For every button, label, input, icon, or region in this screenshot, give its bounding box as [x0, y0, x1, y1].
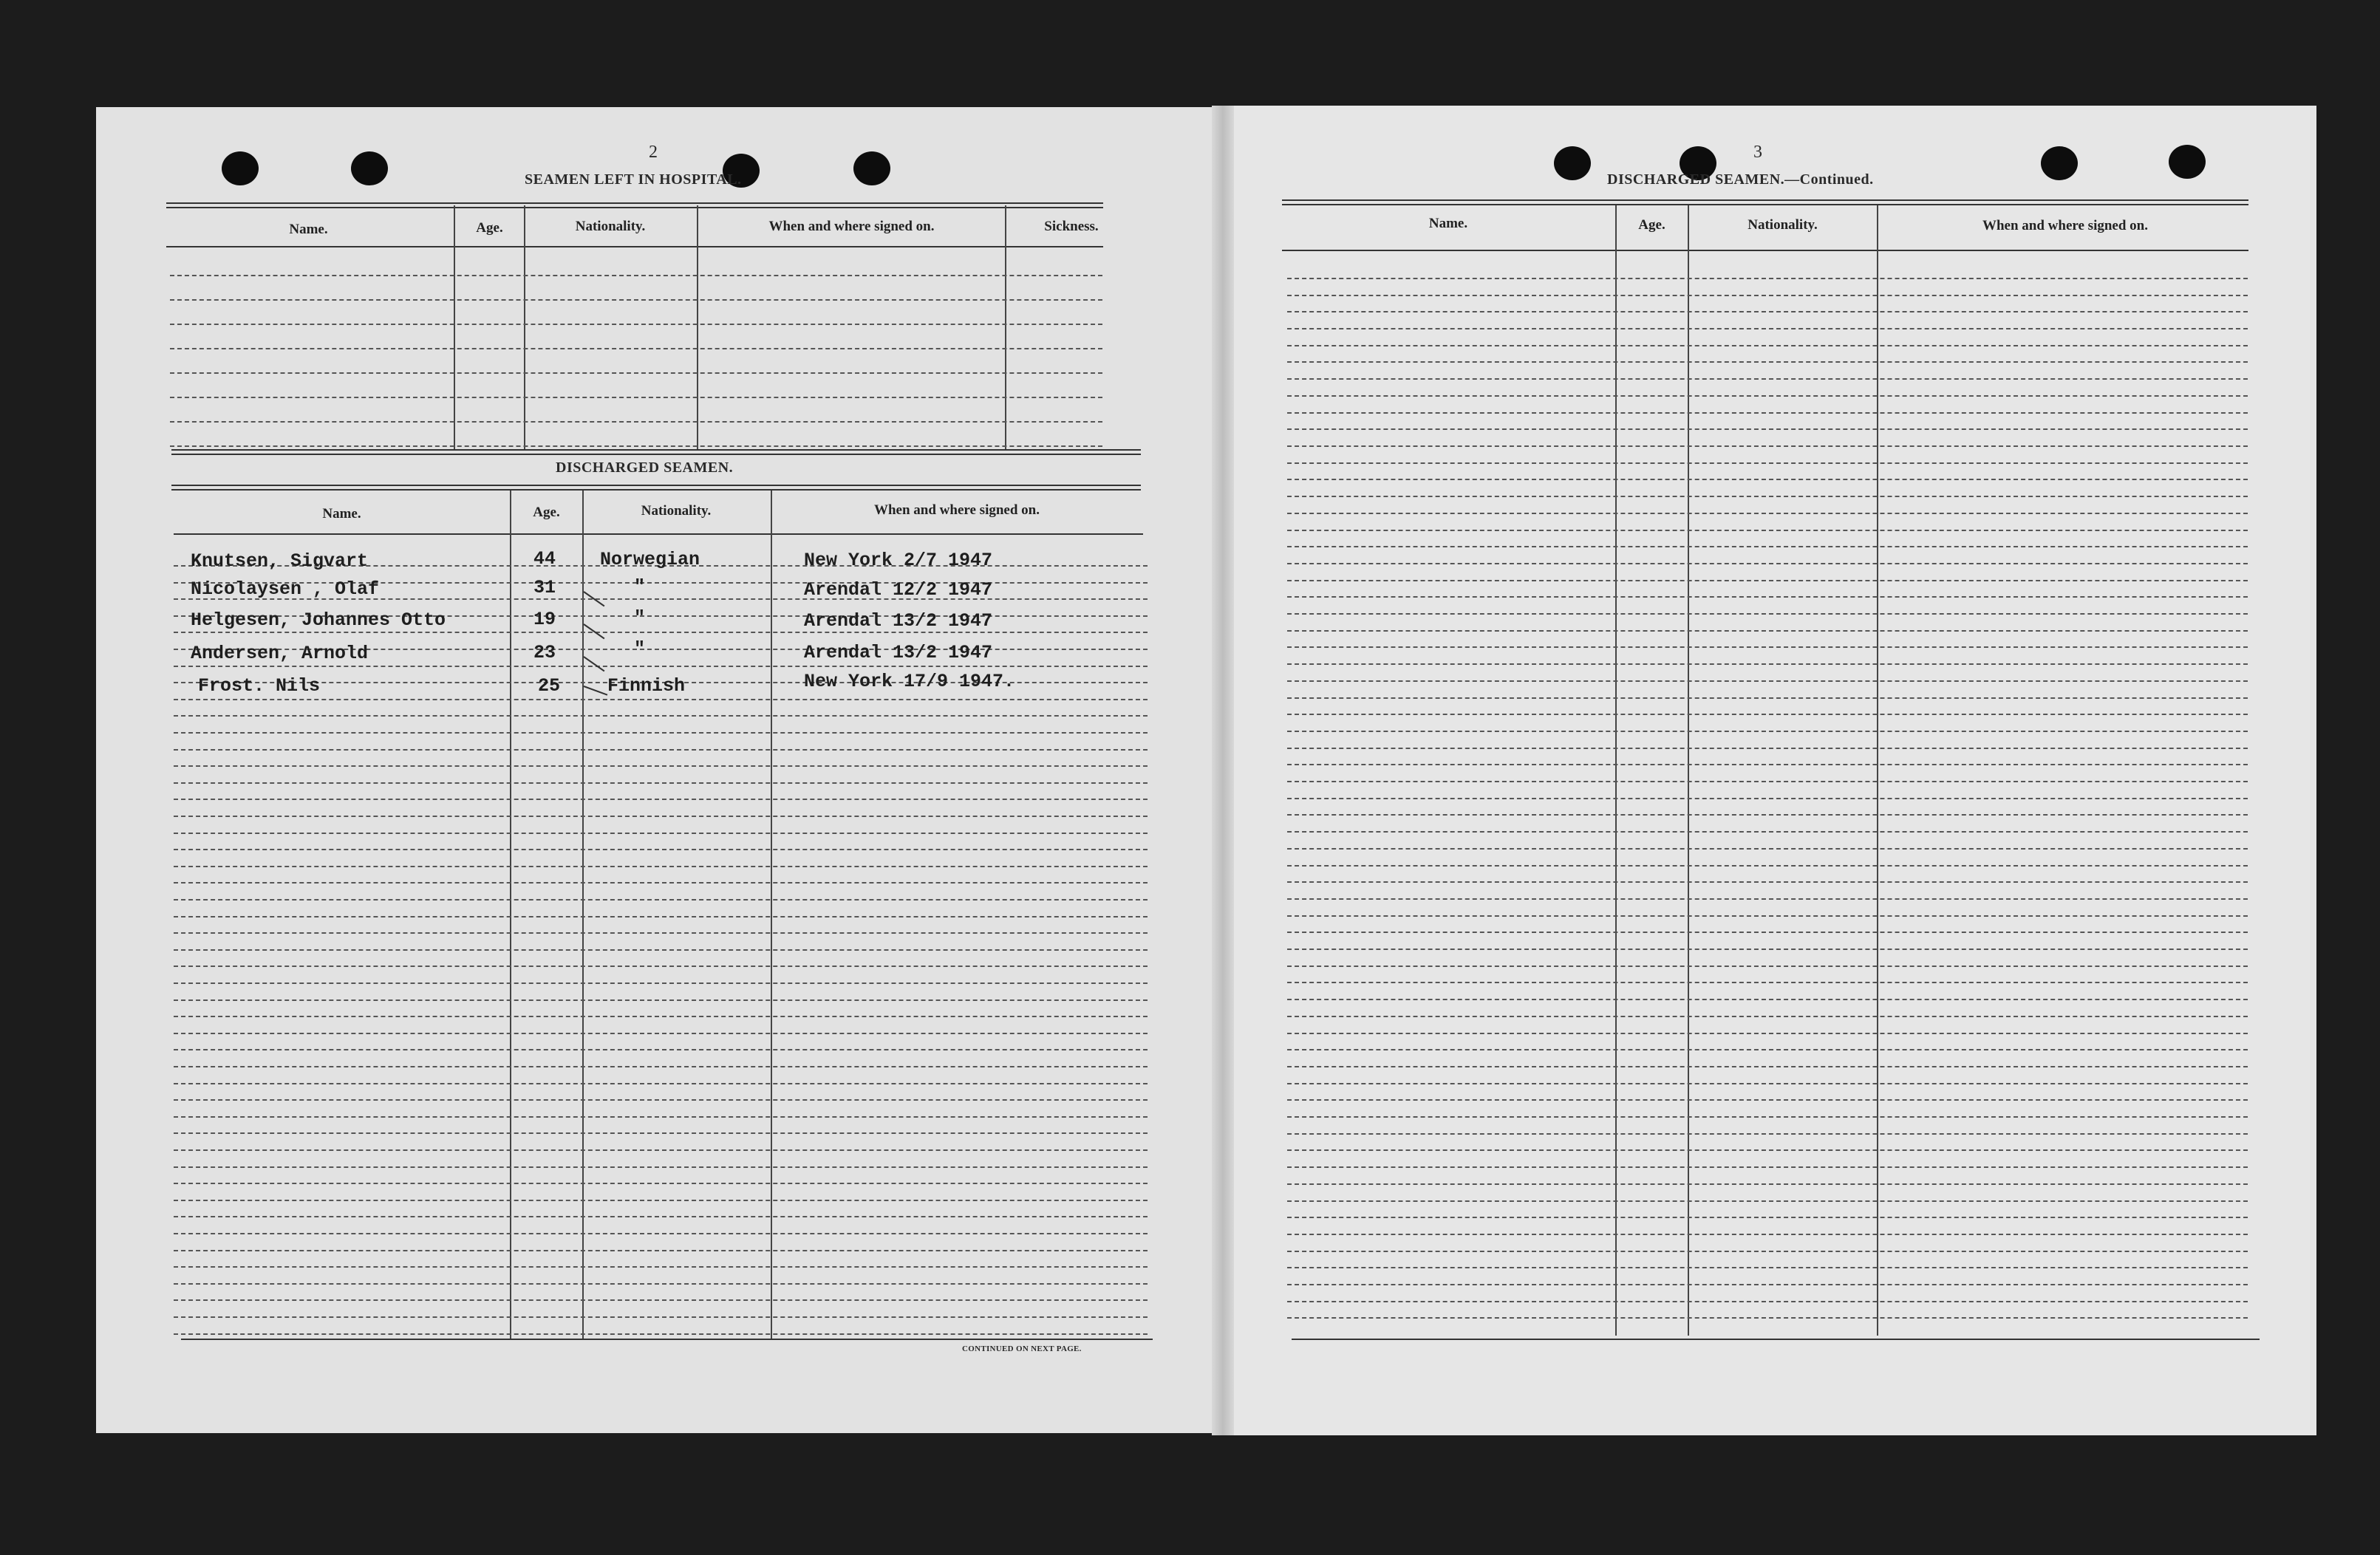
hospital-table-top-rule [166, 202, 1103, 208]
row-rule [1287, 295, 2248, 296]
hospital-header-age: Age. [476, 220, 503, 236]
seaman-age: 25 [538, 675, 561, 697]
row-rule [174, 833, 1148, 834]
row-rule [174, 1132, 1148, 1134]
punch-hole [853, 151, 890, 185]
row-rule [174, 1099, 1148, 1101]
punch-hole [2169, 145, 2206, 179]
seaman-age: 31 [533, 577, 556, 598]
seaman-age: 23 [533, 642, 556, 663]
row-rule [1287, 731, 2248, 732]
row-rule [1287, 1099, 2248, 1101]
row-rule [174, 816, 1148, 817]
row-rule [174, 1166, 1148, 1168]
row-rule [174, 882, 1148, 884]
discharged-header-age: Age. [533, 505, 560, 520]
punch-hole [222, 151, 259, 185]
seaman-age: 19 [533, 609, 556, 630]
hospital-header-signed-on: When and where signed on. [768, 219, 935, 234]
row-rule [1287, 1200, 2248, 1202]
row-rule [1287, 630, 2248, 632]
row-rule [1287, 663, 2248, 665]
row-rule [174, 1333, 1148, 1335]
row-rule [174, 699, 1148, 700]
seaman-nationality: " [634, 607, 646, 629]
row-rule [1287, 714, 2248, 715]
hospital-col-divider [1005, 205, 1006, 451]
row-rule [174, 1083, 1148, 1084]
row-rule [1287, 1251, 2248, 1252]
row-rule [174, 1200, 1148, 1201]
right-header-rule [1282, 250, 2248, 251]
row-rule [1287, 345, 2248, 346]
seaman-name: Helgesen, Johannes Otto [191, 609, 446, 631]
row-rule [1287, 1016, 2248, 1017]
right-header-nationality: Nationality. [1748, 217, 1818, 233]
row-rule [174, 749, 1148, 751]
seaman-name: Nicolaysen , Olaf [191, 578, 380, 600]
row-rule [174, 1283, 1148, 1285]
discharged-row [191, 609, 446, 631]
row-rule [174, 866, 1148, 867]
row-rule [174, 1316, 1148, 1318]
row-rule [1287, 412, 2248, 414]
row-rule [174, 1049, 1148, 1050]
row-rule [174, 1250, 1148, 1251]
hospital-col-divider [697, 205, 698, 451]
row-rule [174, 999, 1148, 1001]
row-rule [1287, 865, 2248, 867]
hospital-col-divider [524, 205, 525, 451]
row-rule [1287, 479, 2248, 480]
hospital-row-rule [170, 275, 1102, 276]
punch-hole [1554, 146, 1591, 180]
row-rule [1287, 530, 2248, 531]
row-rule [1287, 546, 2248, 547]
row-rule [1287, 646, 2248, 648]
row-rule [1287, 580, 2248, 581]
seaman-signed-on: Arendal 12/2 1947 [804, 579, 993, 601]
row-rule [1287, 881, 2248, 883]
row-rule [1287, 831, 2248, 833]
hospital-row-rule [170, 299, 1102, 301]
row-rule [174, 932, 1148, 934]
row-rule [1287, 361, 2248, 363]
row-rule [174, 1066, 1148, 1067]
right-page [1223, 106, 2316, 1435]
row-rule [1287, 1083, 2248, 1084]
row-rule [1287, 1284, 2248, 1285]
discharged-header-nationality: Nationality. [641, 503, 712, 519]
row-rule [1287, 311, 2248, 312]
seaman-signed-on: New York 17/9 1947. [804, 671, 1015, 692]
row-rule [1287, 445, 2248, 447]
seaman-signed-on: Arendal 13/2 1947 [804, 610, 993, 632]
row-rule [1287, 1267, 2248, 1268]
hospital-row-rule [170, 372, 1102, 374]
row-rule [174, 632, 1148, 633]
row-rule [174, 982, 1148, 984]
row-rule [1287, 1234, 2248, 1235]
row-rule [174, 1216, 1148, 1217]
row-rule [1287, 328, 2248, 329]
row-rule [1287, 513, 2248, 514]
seaman-nationality: " [634, 638, 646, 660]
discharged-table-bottom-rule [181, 1339, 1153, 1340]
row-rule [1287, 1116, 2248, 1118]
row-rule [174, 1266, 1148, 1268]
hospital-row-rule [170, 397, 1102, 398]
hospital-header-sickness: Sickness. [1044, 219, 1099, 234]
row-rule [1287, 1183, 2248, 1185]
row-rule [174, 916, 1148, 917]
row-rule [1287, 596, 2248, 598]
page-number: 3 [1753, 143, 1762, 162]
page-number: 2 [649, 143, 658, 162]
row-rule [1287, 898, 2248, 900]
row-rule [1287, 462, 2248, 464]
discharged-col-divider [582, 491, 584, 1339]
row-rule [174, 799, 1148, 800]
row-rule [174, 1033, 1148, 1034]
right-header-name: Name. [1428, 216, 1468, 231]
row-rule [1287, 949, 2248, 950]
row-rule [1287, 1049, 2248, 1050]
seaman-nationality: Finnish [607, 675, 686, 697]
row-rule [174, 782, 1148, 784]
discharged-row [191, 578, 379, 600]
row-rule [1287, 1149, 2248, 1151]
row-rule [174, 1299, 1148, 1301]
row-rule [1287, 932, 2248, 933]
discharged-col-divider [510, 491, 511, 1339]
row-rule [1287, 395, 2248, 397]
row-rule [1287, 613, 2248, 615]
row-rule [1287, 428, 2248, 430]
hospital-header-nationality: Nationality. [575, 219, 646, 234]
hospital-header-rule [166, 246, 1103, 247]
right-header-age: Age. [1638, 217, 1665, 233]
row-rule [1287, 1166, 2248, 1168]
row-rule [174, 1183, 1148, 1184]
seaman-nationality: Norwegian [600, 549, 700, 570]
row-rule [1287, 278, 2248, 279]
row-rule [1287, 1317, 2248, 1319]
row-rule [174, 849, 1148, 850]
seaman-name: Knutsen, Sigvart [191, 550, 369, 572]
row-rule [174, 949, 1148, 951]
row-rule [1287, 814, 2248, 816]
row-rule [174, 899, 1148, 900]
row-rule [174, 765, 1148, 767]
row-rule [1287, 680, 2248, 682]
discharged-header-signed-on: When and where signed on. [873, 502, 1040, 518]
page-gutter [1212, 106, 1234, 1435]
row-rule [1287, 1217, 2248, 1218]
row-rule [1287, 1133, 2248, 1135]
hospital-row-rule [170, 324, 1102, 325]
punch-hole [2041, 146, 2078, 180]
discharged-table-top-rule [171, 485, 1141, 491]
row-rule [174, 715, 1148, 717]
row-rule [174, 1116, 1148, 1118]
row-rule [1287, 781, 2248, 782]
discharged-row [198, 675, 320, 697]
row-rule [1287, 1066, 2248, 1067]
right-table-top-rule [1282, 199, 2248, 205]
discharged-row [191, 643, 368, 664]
seaman-age: 44 [533, 548, 556, 570]
row-rule [1287, 982, 2248, 983]
discharged-col-divider [771, 491, 772, 1339]
discharged-header-name: Name. [322, 506, 361, 522]
row-rule [174, 1149, 1148, 1151]
seaman-name: Andersen, Arnold [191, 643, 369, 664]
row-rule [1287, 848, 2248, 850]
row-rule [174, 1233, 1148, 1234]
row-rule [1287, 697, 2248, 699]
row-rule [174, 666, 1148, 667]
punch-hole [351, 151, 388, 185]
seaman-name: Frost. Nils [198, 675, 321, 697]
seaman-signed-on: New York 2/7 1947 [804, 550, 993, 571]
discharged-title-top-rule [171, 449, 1141, 455]
right-table-bottom-rule [1292, 1339, 2260, 1340]
continued-note: CONTINUED ON NEXT PAGE. [962, 1344, 1082, 1353]
discharged-header-rule [174, 533, 1143, 535]
hospital-row-rule [170, 348, 1102, 349]
row-rule [174, 1016, 1148, 1017]
hospital-section-title: SEAMEN LEFT IN HOSPITAL. [525, 171, 742, 188]
row-rule [1287, 1301, 2248, 1302]
row-rule [1287, 764, 2248, 765]
row-rule [1287, 496, 2248, 497]
right-header-signed-on: When and where signed on. [1982, 218, 2148, 233]
hospital-row-rule [170, 421, 1102, 423]
row-rule [1287, 798, 2248, 799]
row-rule [1287, 1033, 2248, 1034]
seaman-nationality: " [634, 576, 646, 598]
row-rule [1287, 999, 2248, 1000]
discharged-section-title: DISCHARGED SEAMEN. [556, 459, 734, 476]
row-rule [1287, 563, 2248, 564]
discharged-row [191, 550, 368, 572]
discharged-continued-title: DISCHARGED SEAMEN.—Continued. [1607, 171, 1874, 188]
hospital-header-name: Name. [289, 222, 328, 237]
seaman-signed-on: Arendal 13/2 1947 [804, 642, 993, 663]
hospital-row-rule [170, 445, 1102, 447]
row-rule [1287, 378, 2248, 380]
row-rule [174, 732, 1148, 734]
row-rule [1287, 748, 2248, 749]
row-rule [1287, 966, 2248, 967]
row-rule [1287, 915, 2248, 917]
row-rule [174, 966, 1148, 967]
hospital-col-divider [454, 205, 455, 451]
